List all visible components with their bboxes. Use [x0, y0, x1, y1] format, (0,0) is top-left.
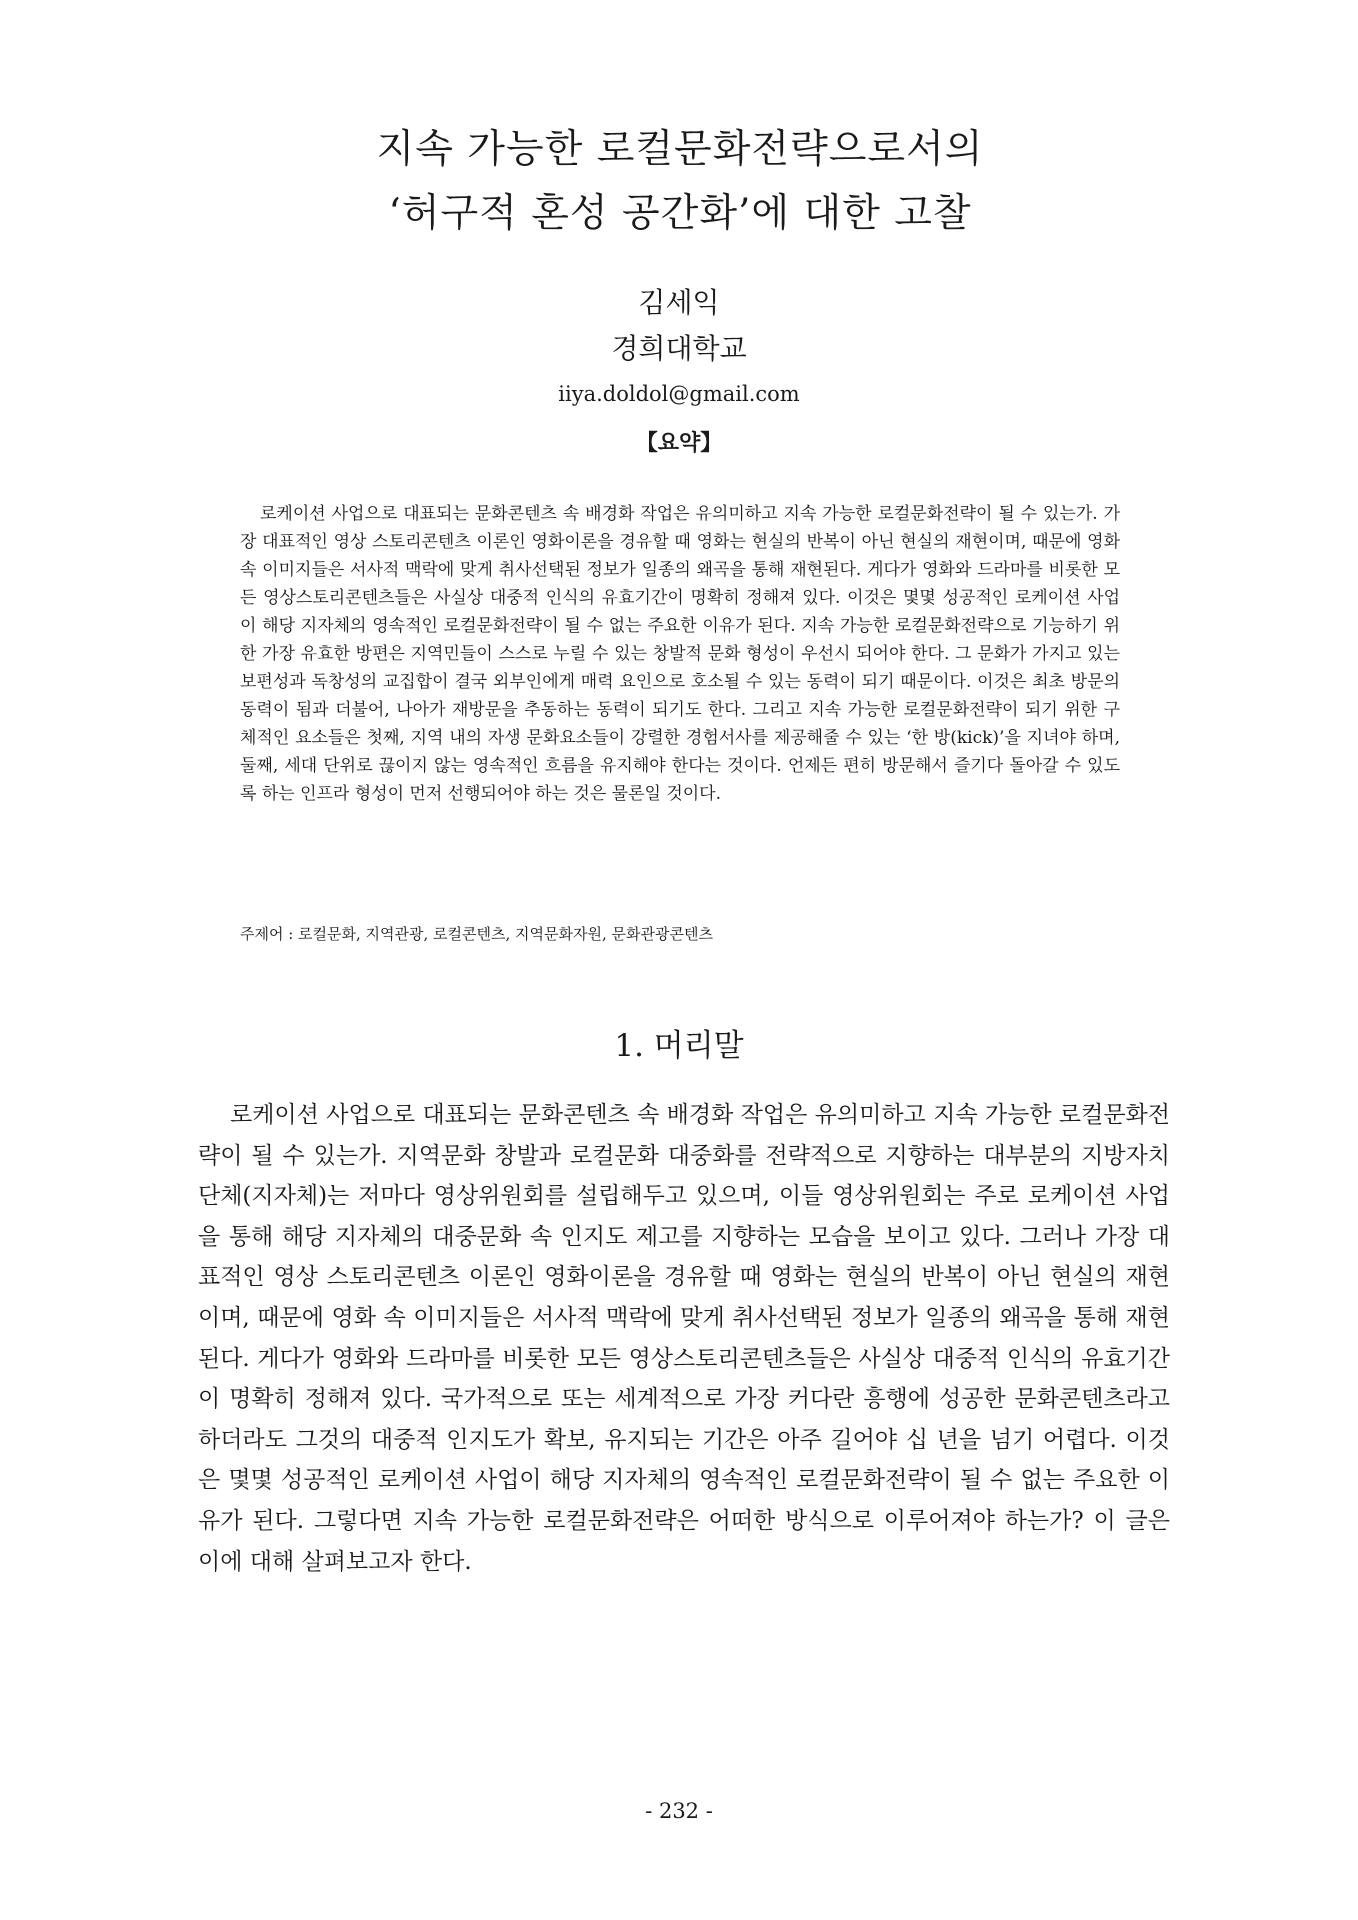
author-affiliation: 경희대학교 [611, 332, 747, 365]
author-block [0, 280, 1358, 416]
title-line-2: ‘허구적 혼성 공간화’에 대한 고찰 [388, 191, 972, 236]
body-paragraph: 로케이션 사업으로 대표되는 문화콘텐츠 속 배경화 작업은 유의미하고 지속 가능한 로컬문화전략이 될 수 있는가. 지역문화 창발과 로컬문화 대중화를 전략적으로 지향하는 대부분의 지방자치단체(지자체)는 저마다 영상위원회를 설립해두고 있으며, 이들 영상위원회는 주로 로케이션 사업을 통해 해당 지자체의 대중문화 속 인지도 제고를 지향하는 모습을 보이고 있다. 그러나 가장 대표적인 영상 스토리콘텐츠 이론인 영화이론을 경유할 때 영화는 현실의 반복이 아닌 현실의 재현이며, 때문에 영화 속 이미지들은 서사적 맥락에 맞게 취사선택된 정보가 일종의 왜곡을 통해 재현된다. 게다가 영화와 드라마를 비롯한 모든 영상스토리콘텐츠들은 사실상 대중적 인식의 유효기간이 명확히 정해져 있다. 국가적으로 또는 세계적으로 가장 커다란 흥행에 성공한 문화콘텐츠라고 하더라도 그것의 대중적 인지도가 확보, 유지되는 기간은 아주 길어야 십 년을 넘기 어렵다. 이것은 몇몇 성공적인 로케이션 사업이 해당 지자체의 영속적인 로컬문화전략이 될 수 없는 주요한 이유가 된다. 그렇다면 지속 가능한 로컬문화전략은 어떠한 방식으로 이루어져야 하는가? 이 글은 이에 대해 살펴보고자 한다. [198, 1102, 1170, 1575]
paper-title [180, 118, 1180, 246]
title-line-1: 지속 가능한 로컬문화전략으로서의 [376, 127, 984, 172]
section-title: 1. 머리말 [614, 1028, 744, 1064]
keywords: 주제어 : 로컬문화, 지역관광, 로컬콘텐츠, 지역문화자원, 문화관광콘텐츠 [240, 925, 713, 943]
page-number: - 232 - [645, 1799, 713, 1823]
author-name: 김세익 [638, 286, 720, 319]
author-email: iiya.doldol@gmail.com [558, 382, 800, 406]
abstract-heading: 【요약】 [635, 430, 723, 456]
abstract-text: 로케이션 사업으로 대표되는 문화콘텐츠 속 배경화 작업은 유의미하고 지속 가능한 로컬문화전략이 될 수 있는가. 가장 대표적인 영상 스토리콘텐츠 이론인 영화이론을 경유할 때 영화는 현실의 반복이 아닌 현실의 재현이며, 때문에 영화 속 이미지들은 서사적 맥락에 맞게 취사선택된 정보가 일종의 왜곡을 통해 재현된다. 게다가 영화와 드라마를 비롯한 모든 영상스토리콘텐츠들은 사실상 대중적 인식의 유효기간이 명확히 정해져 있다. 이것은 몇몇 성공적인 로케이션 사업이 해당 지자체의 영속적인 로컬문화전략이 될 수 없는 주요한 이유가 된다. 지속 가능한 로컬문화전략으로 기능하기 위한 가장 유효한 방편은 지역민들이 스스로 누릴 수 있는 창발적 문화 형성이 우선시 되어야 한다. 그 문화가 가지고 있는 보편성과 독창성의 교집합이 결국 외부인에게 매력 요인으로 호소될 수 있는 동력이 되기 때문이다. 이것은 최초 방문의 동력이 됨과 더불어, 나아가 재방문을 추동하는 동력이 되기도 한다. 그리고 지속 가능한 로컬문화전략이 되기 위한 구체적인 요소들은 첫째, 지역 내의 자생 문화요소들이 강렬한 경험서사를 제공해줄 수 있는 ‘한 방(kick)’을 지녀야 하며, 둘째, 세대 단위로 끊이지 않는 영속적인 흐름을 유지해야 한다는 것이다. 언제든 편히 방문해서 즐기다 돌아갈 수 있도록 하는 인프라 형성이 먼저 선행되어야 하는 것은 물론일 것이다. [240, 504, 1120, 804]
